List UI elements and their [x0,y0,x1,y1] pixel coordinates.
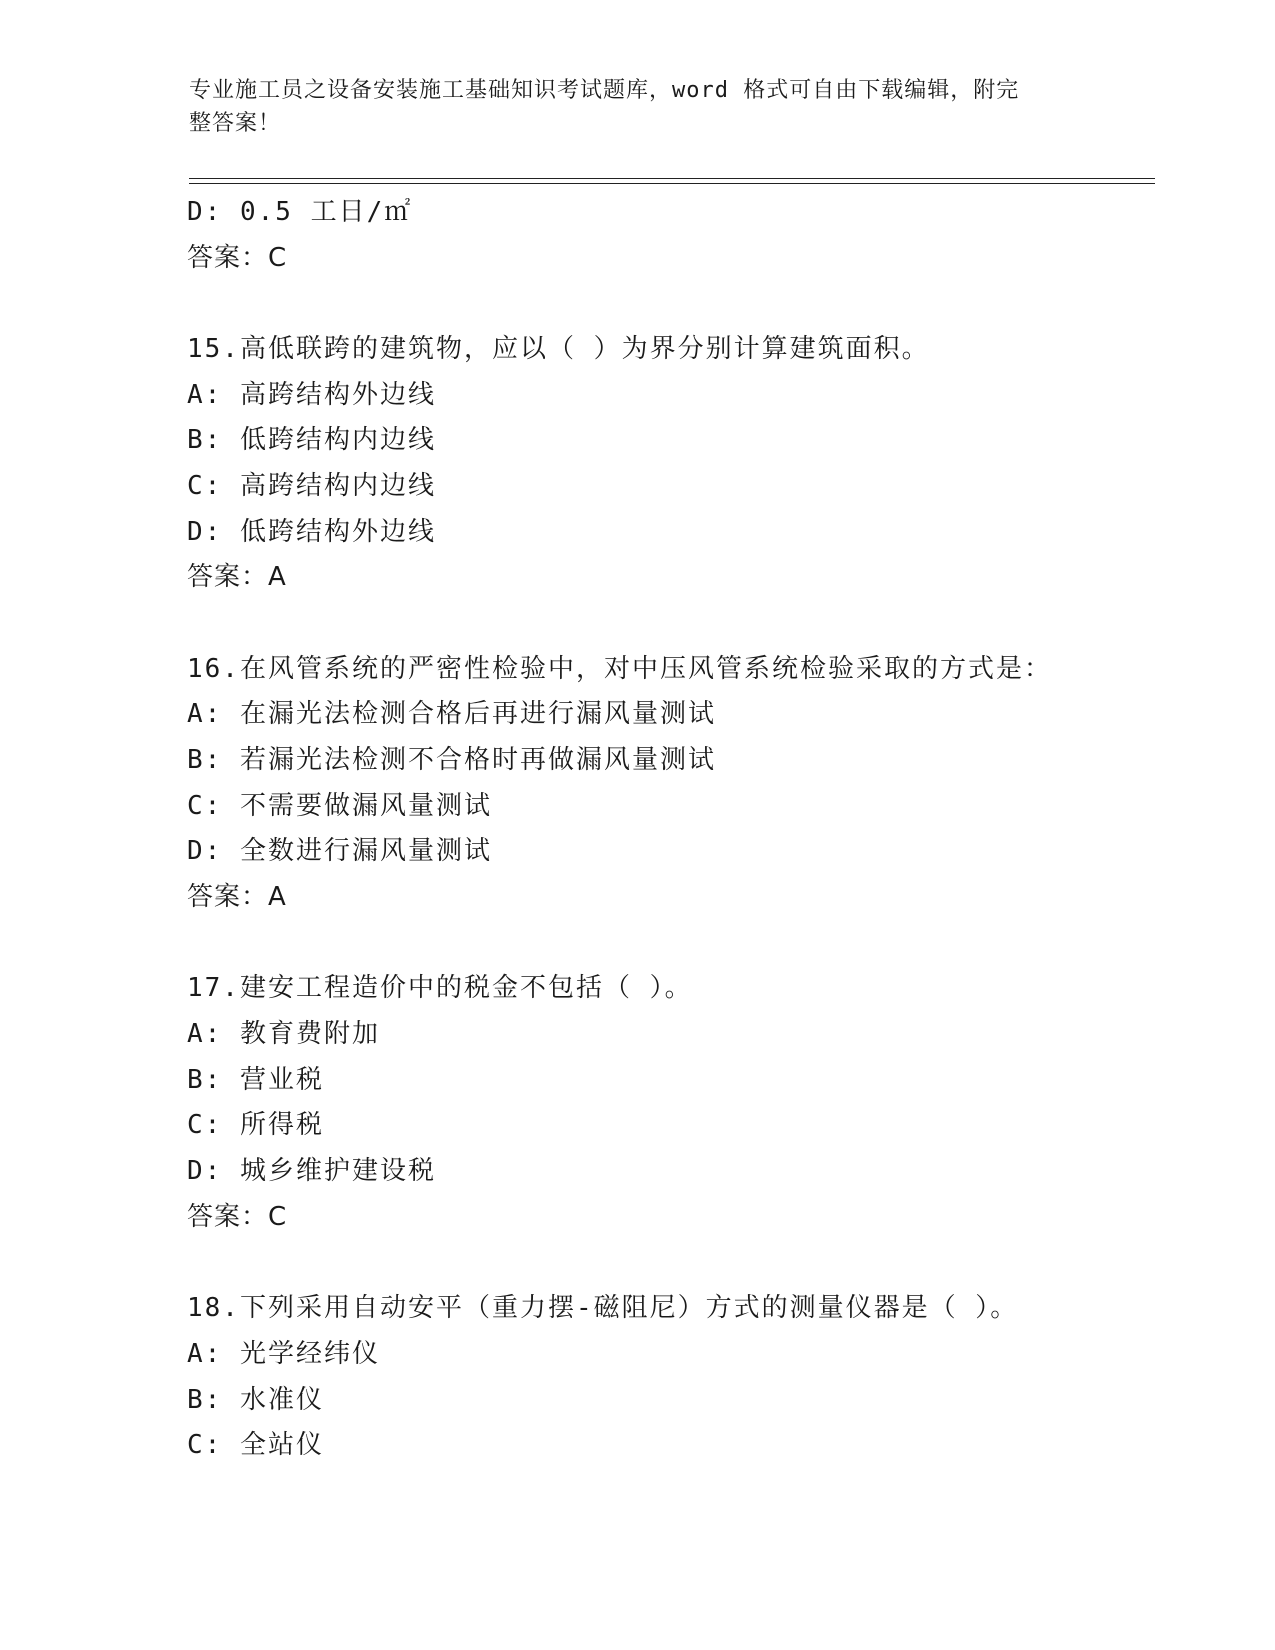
option-b: B: 若漏光法检测不合格时再做漏风量测试 [187,745,716,776]
header-line-2: 整答案！ [189,111,282,136]
question-stem: 16.在风管系统的严密性检验中，对中压风管系统检验采取的方式是： [187,653,1052,684]
option-c: C: 所得税 [187,1110,324,1141]
option-b: B: 营业税 [187,1064,324,1095]
header-divider-bottom [189,183,1155,184]
question-17 [187,966,1147,1240]
option-d: D: 低跨结构外边线 [187,516,436,547]
option-b: B: 低跨结构内边线 [187,425,436,456]
option-c: C: 高跨结构内边线 [187,471,436,502]
answer: 答案：A [187,562,287,593]
option-c: C: 全站仪 [187,1430,324,1461]
question-stem: 18.下列采用自动安平（重力摆-磁阻尼）方式的测量仪器是（ ）。 [187,1293,1019,1324]
header-divider-top [189,178,1155,179]
question-stem: 15.高低联跨的建筑物，应以（ ）为界分别计算建筑面积。 [187,333,930,364]
option-d: D: 城乡维护建设税 [187,1156,436,1187]
question-list [187,190,1147,1469]
question-16 [187,647,1147,921]
option-a: A: 教育费附加 [187,1019,380,1050]
option-c: C: 不需要做漏风量测试 [187,790,492,821]
option-d: D: 全数进行漏风量测试 [187,836,492,867]
document-header [189,74,1089,140]
question-stem: 17.建安工程造价中的税金不包括（ ）。 [187,973,693,1004]
option-b: B: 水准仪 [187,1384,324,1415]
question-18 [187,1286,1147,1469]
option-a: A: 高跨结构外边线 [187,379,436,410]
option-a: A: 在漏光法检测合格后再进行漏风量测试 [187,699,716,730]
option-d-prev: D: 0.5 工日/㎡ [187,197,413,227]
answer: 答案：C [187,1201,288,1232]
option-a: A: 光学经纬仪 [187,1338,380,1369]
answer: 答案：A [187,882,287,913]
header-line-1: 专业施工员之设备安装施工基础知识考试题库，word 格式可自由下载编辑，附完 [189,78,1020,103]
answer-prev: 答案：C [187,242,288,273]
question-15 [187,327,1147,601]
